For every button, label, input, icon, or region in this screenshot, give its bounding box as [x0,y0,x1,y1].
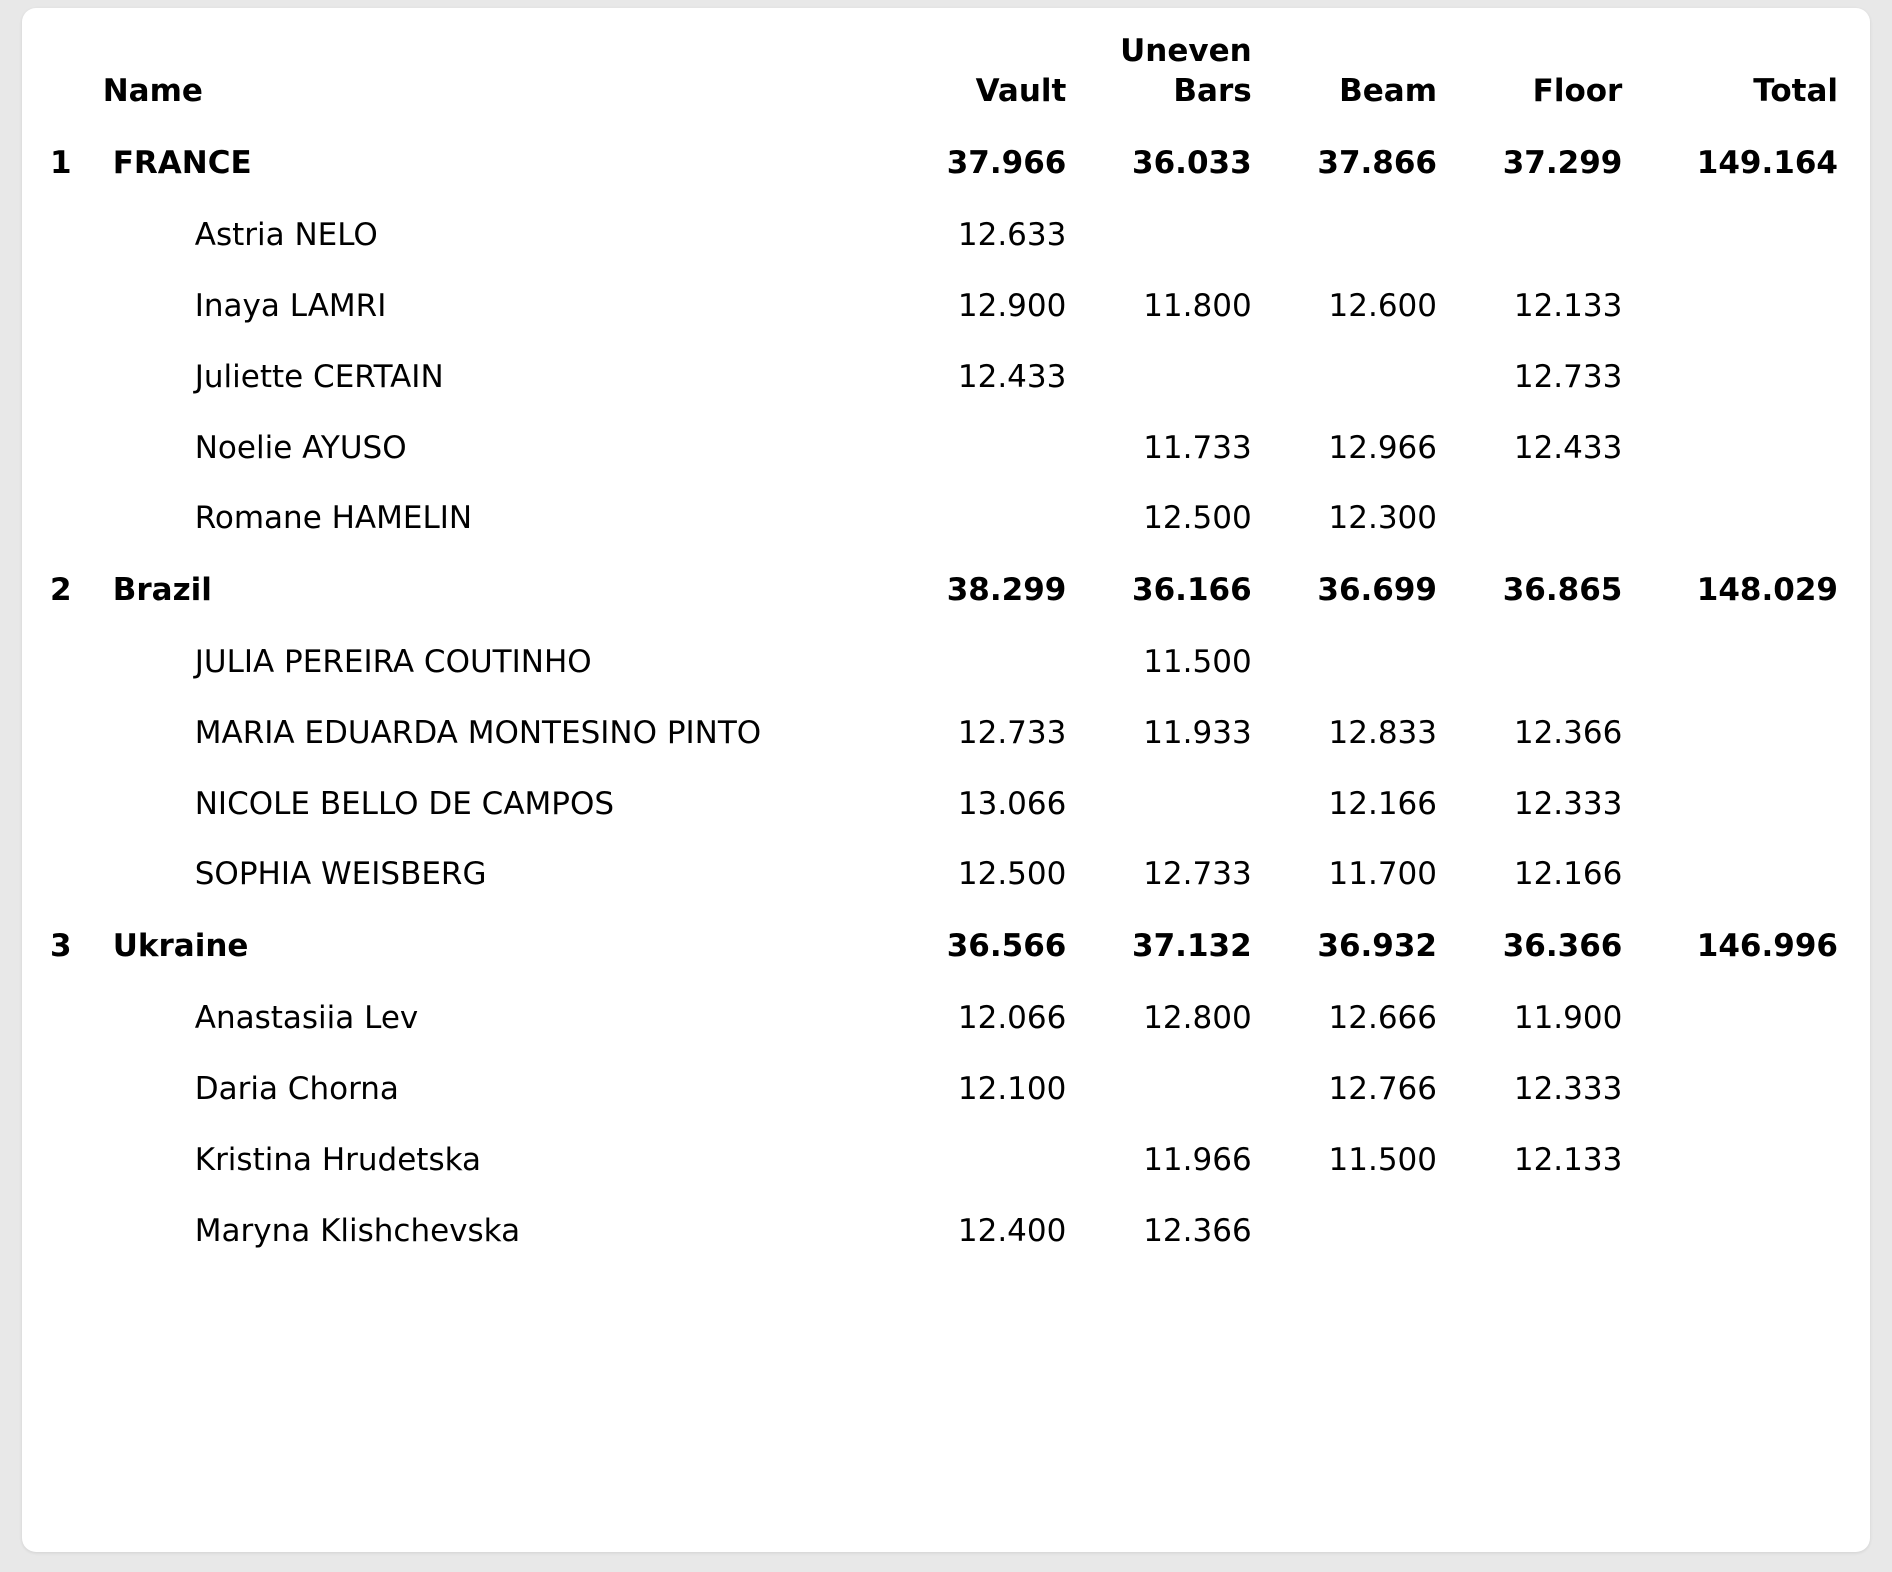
beam-score-cell: 36.699 [1317,572,1438,609]
floor-score-cell: 11.900 [1513,1000,1623,1037]
rank-cell [48,1196,99,1267]
athlete-row [48,839,1844,910]
rank-cell [48,200,99,271]
total-score-cell [1634,413,1844,484]
column-header-total: Total [1753,72,1838,109]
total-score-cell [1634,627,1844,698]
floor-score-cell [1449,200,1634,271]
total-score-cell [1634,839,1844,910]
beam-score-cell [1264,200,1449,271]
results-card [22,8,1870,1552]
vault-score-cell: 12.400 [957,1212,1067,1249]
athlete-row [48,627,1844,698]
uneven-bars-score-cell: 36.033 [1132,145,1252,182]
athlete-row [48,1125,1844,1196]
vault-score-cell: 12.900 [957,287,1067,324]
floor-score-cell [1449,483,1634,554]
vault-score-cell: 37.966 [946,145,1067,182]
total-score-cell [1634,483,1844,554]
name-cell: Kristina Hrudetska [194,1141,481,1178]
column-header-floor: Floor [1532,72,1623,109]
rank-cell [48,1054,99,1125]
column-header-name: Name [102,72,203,109]
name-cell: Anastasiia Lev [194,1000,419,1037]
rank-cell [48,769,99,840]
uneven-bars-score-cell [1078,200,1263,271]
total-score-cell [1634,1196,1844,1267]
athlete-row [48,698,1844,769]
total-score-cell [1634,1125,1844,1196]
name-cell: FRANCE [112,145,252,182]
rank-cell: 2 [50,572,72,609]
total-score-cell: 149.164 [1696,145,1838,182]
athlete-row [48,983,1844,1054]
column-header-vault: Vault [975,72,1067,109]
team-row [48,910,1844,983]
table-header-row [48,18,1844,127]
vault-score-cell: 12.633 [957,217,1067,254]
uneven-bars-score-cell: 12.733 [1143,856,1252,893]
total-score-cell [1634,769,1844,840]
athlete-row [48,413,1844,484]
rank-cell [48,627,99,698]
table-header [48,18,1844,127]
floor-score-cell: 12.366 [1513,714,1623,751]
rank-cell: 1 [50,145,72,182]
vault-score-cell: 36.566 [946,928,1067,965]
beam-score-cell: 12.600 [1328,287,1438,324]
rank-cell [48,413,99,484]
beam-score-cell: 12.766 [1328,1070,1438,1107]
rank-cell: 3 [50,928,72,965]
vault-score-cell: 38.299 [946,572,1067,609]
vault-score-cell: 12.733 [957,714,1067,751]
floor-score-cell [1449,627,1634,698]
athlete-row [48,1054,1844,1125]
uneven-bars-score-cell: 11.933 [1143,714,1252,751]
name-cell: NICOLE BELLO DE CAMPOS [194,785,615,822]
floor-score-cell: 36.366 [1502,928,1623,965]
name-cell: Inaya LAMRI [194,287,387,324]
floor-score-cell: 12.166 [1513,856,1623,893]
column-header-uneven-bars [1078,18,1263,127]
name-cell: Romane HAMELIN [194,500,473,537]
beam-score-cell: 36.932 [1317,928,1438,965]
rank-cell [48,1125,99,1196]
vault-score-cell: 13.066 [957,785,1067,822]
beam-score-cell: 11.700 [1328,856,1438,893]
vault-score-cell [893,413,1078,484]
athlete-row [48,271,1844,342]
column-header-uneven-bars-line2: Bars [1173,72,1252,109]
total-score-cell [1634,983,1844,1054]
vault-score-cell: 12.433 [957,358,1067,395]
total-score-cell: 146.996 [1696,928,1838,965]
floor-score-cell: 37.299 [1502,145,1623,182]
beam-score-cell: 12.966 [1328,429,1438,466]
uneven-bars-score-cell: 12.366 [1143,1212,1252,1249]
team-row [48,127,1844,200]
rank-cell [48,983,99,1054]
beam-score-cell: 12.300 [1328,500,1438,537]
total-score-cell [1634,200,1844,271]
total-score-cell [1634,698,1844,769]
athlete-row [48,200,1844,271]
floor-score-cell: 12.333 [1513,1070,1623,1107]
name-cell: Astria NELO [194,217,378,254]
team-row [48,554,1844,627]
beam-score-cell [1264,1196,1449,1267]
name-cell: Maryna Klishchevska [194,1212,521,1249]
name-cell: Noelie AYUSO [194,429,407,466]
floor-score-cell: 12.133 [1513,287,1623,324]
column-header-rank [48,18,99,127]
beam-score-cell: 12.666 [1328,1000,1438,1037]
rank-cell [48,271,99,342]
name-cell: MARIA EDUARDA MONTESINO PINTO [194,714,762,751]
beam-score-cell: 37.866 [1317,145,1438,182]
total-score-cell: 148.029 [1696,572,1838,609]
team-results-table [48,18,1844,1266]
uneven-bars-score-cell: 11.500 [1143,644,1252,681]
uneven-bars-score-cell: 37.132 [1132,928,1252,965]
rank-cell [48,698,99,769]
athlete-row [48,483,1844,554]
vault-score-cell: 12.100 [957,1070,1067,1107]
floor-score-cell: 36.865 [1502,572,1623,609]
uneven-bars-score-cell: 11.800 [1143,287,1252,324]
name-cell: Daria Chorna [194,1070,399,1107]
athlete-row [48,1196,1844,1267]
floor-score-cell: 12.133 [1513,1141,1623,1178]
athlete-row [48,769,1844,840]
uneven-bars-score-cell [1078,769,1263,840]
uneven-bars-score-cell: 11.733 [1143,429,1252,466]
floor-score-cell: 12.733 [1513,358,1623,395]
uneven-bars-score-cell: 11.966 [1143,1141,1252,1178]
vault-score-cell: 12.066 [957,1000,1067,1037]
name-cell: Ukraine [112,928,249,965]
column-header-beam: Beam [1339,72,1438,109]
name-cell: SOPHIA WEISBERG [194,856,487,893]
total-score-cell [1634,271,1844,342]
vault-score-cell [893,627,1078,698]
vault-score-cell [893,1125,1078,1196]
vault-score-cell [893,483,1078,554]
rank-cell [48,483,99,554]
floor-score-cell: 12.333 [1513,785,1623,822]
uneven-bars-score-cell [1078,342,1263,413]
floor-score-cell [1449,1196,1634,1267]
total-score-cell [1634,342,1844,413]
uneven-bars-score-cell: 36.166 [1132,572,1252,609]
name-cell: Juliette CERTAIN [194,358,444,395]
table-body [48,127,1844,1266]
uneven-bars-score-cell: 12.800 [1143,1000,1252,1037]
athlete-row [48,342,1844,413]
uneven-bars-score-cell: 12.500 [1143,500,1252,537]
beam-score-cell: 11.500 [1328,1141,1438,1178]
rank-cell [48,839,99,910]
rank-cell [48,342,99,413]
beam-score-cell: 12.166 [1328,785,1438,822]
column-header-uneven-bars-line1: Uneven [1120,33,1252,69]
name-cell: Brazil [112,572,212,609]
uneven-bars-score-cell [1078,1054,1263,1125]
beam-score-cell [1264,627,1449,698]
total-score-cell [1634,1054,1844,1125]
beam-score-cell: 12.833 [1328,714,1438,751]
beam-score-cell [1264,342,1449,413]
floor-score-cell: 12.433 [1513,429,1623,466]
name-cell: JULIA PEREIRA COUTINHO [194,644,592,681]
vault-score-cell: 12.500 [957,856,1067,893]
